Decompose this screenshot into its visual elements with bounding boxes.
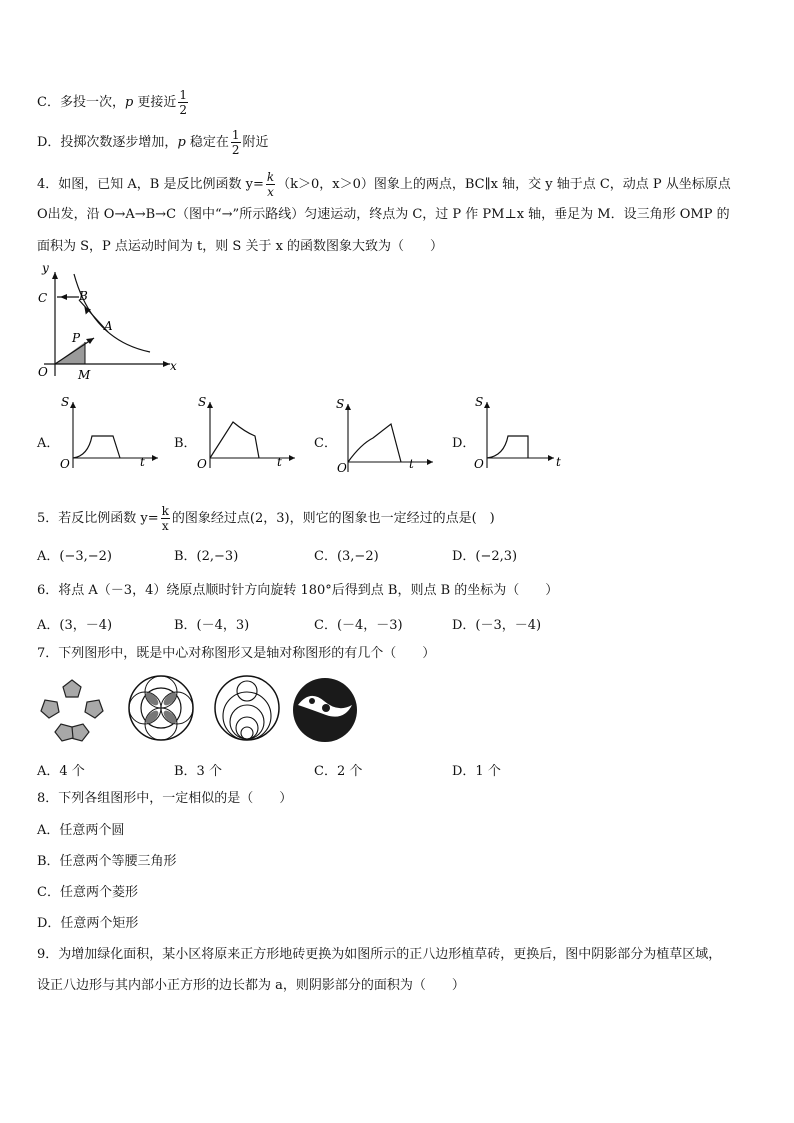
label-s: S bbox=[198, 395, 207, 409]
q7-option-a: A．4 个 bbox=[37, 764, 85, 779]
q3-c-mid: 更接近 bbox=[133, 95, 177, 110]
fraction-k-over-x bbox=[161, 504, 170, 533]
label-s: S bbox=[336, 397, 345, 411]
label-o: O bbox=[60, 457, 70, 471]
label-x: x bbox=[170, 359, 177, 373]
pentagon-top bbox=[63, 680, 81, 697]
q5-option-b: B．(2,−3) bbox=[174, 549, 239, 564]
frac-num: k bbox=[161, 504, 169, 518]
label-t: t bbox=[556, 455, 561, 469]
q4-line1-pre: 4．如图，已知 A，B 是反比例函数 y= bbox=[37, 177, 264, 192]
nested-circles-figure bbox=[212, 673, 282, 743]
t-axis-arrow bbox=[289, 455, 295, 461]
q4-option-c-label: C． bbox=[314, 436, 337, 451]
graph-curve bbox=[210, 422, 259, 458]
s-axis-arrow bbox=[70, 402, 76, 408]
fraction-k-over-x bbox=[266, 170, 275, 199]
q8-option-b: B．任意两个等腰三角形 bbox=[37, 854, 177, 869]
fraction-half bbox=[231, 128, 241, 157]
q4-line-2: O出发，沿 O→A→B→C（图中“→”所示路线）匀速运动，终点为 C，过 P 作 PM⊥x 轴，垂足为 M．设三角形 OMP 的 bbox=[37, 207, 730, 222]
graph-curve bbox=[487, 436, 528, 458]
q9-line-2: 设正八边形与其内部小正方形的边长都为 a，则阴影部分的面积为（ ） bbox=[37, 978, 465, 993]
label-o: O bbox=[337, 461, 347, 475]
fraction-half bbox=[178, 88, 188, 117]
q8-option-a: A．任意两个圆 bbox=[37, 823, 125, 838]
q3-option-c bbox=[37, 88, 190, 117]
q7-option-b: B．3 个 bbox=[174, 764, 222, 779]
q6-option-d: D．(－3，－4) bbox=[452, 618, 542, 633]
graph-curve bbox=[73, 436, 120, 458]
q4-option-a-label: A． bbox=[37, 436, 60, 451]
q9-line-1: 9．为增加绿化面积，某小区将原来正方形地砖更换为如图所示的正八边形植草砖，更换后，图中阴影部分为植草区域， bbox=[37, 947, 722, 962]
q6-question: 6．将点 A（－3，4）绕原点顺时针方向旋转 180°后得到点 B，则点 B 的坐标为（ ） bbox=[37, 583, 559, 598]
q3-d-suffix: 附近 bbox=[242, 135, 269, 150]
label-p: P bbox=[72, 331, 81, 345]
q5-option-a: A．(−3,−2) bbox=[37, 549, 112, 564]
frac-den: x bbox=[161, 519, 169, 533]
label-y: y bbox=[42, 261, 49, 275]
pentagon-right bbox=[85, 700, 103, 718]
q3-c-prefix: C．多投一次， bbox=[37, 95, 125, 110]
q7-option-d: D．1 个 bbox=[452, 764, 501, 779]
frac-den: x bbox=[267, 185, 274, 199]
q4-figure bbox=[30, 262, 190, 382]
arrow-b-c bbox=[60, 294, 67, 300]
q3-d-prefix: D．投掷次数逐步增加， bbox=[37, 135, 178, 150]
q3-d-mid: 稳定在 bbox=[185, 135, 229, 150]
t-axis-arrow bbox=[427, 459, 433, 465]
q5-option-c: C．(3,−2) bbox=[314, 549, 379, 564]
q4-option-b-graph bbox=[195, 392, 305, 472]
label-b: B bbox=[79, 289, 88, 303]
s-axis-arrow bbox=[345, 404, 351, 410]
pentagon-bottom-left bbox=[55, 724, 73, 741]
t-axis-arrow bbox=[152, 455, 158, 461]
q7-question: 7．下列图形中，既是中心对称图形又是轴对称图形的有几个（ ） bbox=[37, 646, 436, 661]
q4-option-d-label: D． bbox=[452, 436, 476, 451]
pentagon-left bbox=[41, 700, 59, 718]
graph-curve bbox=[348, 424, 401, 462]
frac-den: 2 bbox=[179, 103, 188, 117]
q8-option-c: C．任意两个菱形 bbox=[37, 885, 138, 900]
q3-c-p: p bbox=[124, 95, 134, 110]
q8-option-d: D．任意两个矩形 bbox=[37, 916, 139, 931]
label-t: t bbox=[277, 455, 282, 469]
frac-num: 1 bbox=[231, 128, 240, 142]
label-s: S bbox=[475, 395, 484, 409]
q4-line-3: 面积为 S，P 点运动时间为 t，则 S 关于 x 的函数图象大致为（ ） bbox=[37, 239, 444, 254]
q5-question bbox=[37, 504, 495, 533]
left-dot bbox=[309, 698, 315, 704]
label-c: C bbox=[38, 291, 48, 305]
q4-line1-post: （k＞0，x＞0）图象上的两点，BC∥x 轴，交 y 轴于点 C，动点 P 从坐标原点 bbox=[277, 177, 731, 192]
q5-post: 的图象经过点(2，3)，则它的图象也一定经过的点是( ) bbox=[171, 511, 495, 526]
q6-option-b: B．(－4，3) bbox=[174, 618, 250, 633]
frac-num: 1 bbox=[179, 88, 188, 102]
q6-option-a: A．(3，－4) bbox=[37, 618, 113, 633]
label-o: O bbox=[38, 365, 48, 379]
q4-line-1 bbox=[37, 170, 731, 199]
q8-question: 8．下列各组图形中，一定相似的是（ ） bbox=[37, 791, 293, 806]
taiji-figure bbox=[290, 675, 360, 745]
s-axis-arrow bbox=[207, 402, 213, 408]
label-s: S bbox=[61, 395, 70, 409]
q5-option-d: D．(−2,3) bbox=[452, 549, 518, 564]
circle-petals-figure bbox=[126, 673, 196, 743]
frac-den: 2 bbox=[231, 143, 240, 157]
q3-option-d bbox=[37, 128, 269, 157]
label-m: M bbox=[78, 368, 91, 382]
q4-option-a-graph bbox=[58, 392, 168, 472]
q4-option-c-graph bbox=[333, 394, 443, 474]
label-o: O bbox=[197, 457, 207, 471]
q3-d-p: p bbox=[177, 135, 186, 150]
x-axis-arrow bbox=[163, 361, 170, 367]
hyperbola-curve bbox=[74, 274, 150, 352]
q5-pre: 5．若反比例函数 y= bbox=[37, 511, 159, 526]
label-a: A bbox=[104, 319, 113, 333]
t-axis-arrow bbox=[548, 455, 554, 461]
label-t: t bbox=[409, 457, 414, 471]
center-dot bbox=[322, 704, 330, 712]
q4-option-d-graph bbox=[472, 392, 582, 472]
label-t: t bbox=[140, 455, 145, 469]
s-axis-arrow bbox=[484, 402, 490, 408]
y-axis-arrow bbox=[52, 272, 58, 279]
label-o: O bbox=[474, 457, 484, 471]
q4-option-b-label: B． bbox=[174, 436, 197, 451]
q7-option-c: C．2 个 bbox=[314, 764, 363, 779]
q6-option-c: C．(－4，－3) bbox=[314, 618, 403, 633]
pentagon-ring-figure bbox=[37, 676, 107, 746]
frac-num: k bbox=[266, 170, 275, 184]
pentagon-bottom-right bbox=[71, 724, 89, 741]
